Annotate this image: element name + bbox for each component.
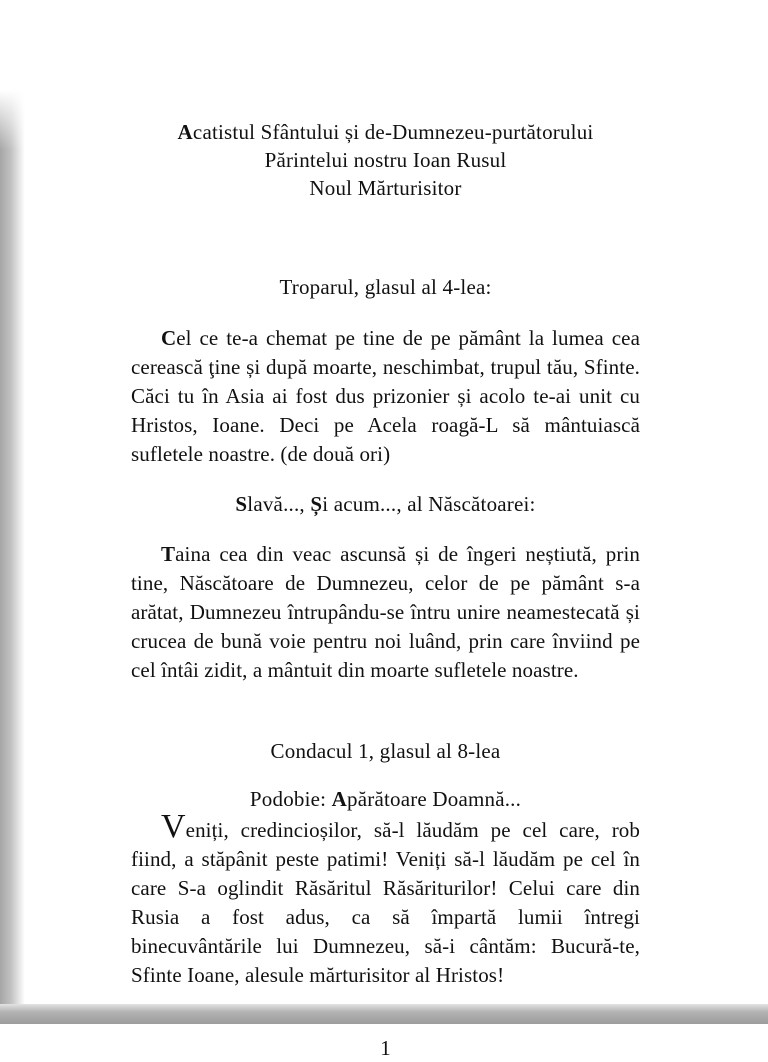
condacul-paragraph-text: eniți, credincioșilor, să-l lăudăm pe cel care, rob fiind, a stăpânit peste patimi! Veniți să-l lăudăm pe cel în care S-a oglindit Răsăritul Răsăriturilor! Celui care din Rusia a fost adus, ca să împartă lumii întregi binecuvântările lui Dumnezeu, să-i cântăm: Bucură-te, Sfinte Ioane, alesule mărturisitor al Hristos! <box>131 818 640 987</box>
podobie-text-2: părătoare Doamnă... <box>347 787 522 811</box>
troparul-heading: Troparul, glasul al 4-lea: <box>279 275 492 299</box>
slava-text-2: i acum..., al Născătoarei: <box>322 492 536 516</box>
condacul-paragraph <box>131 808 640 990</box>
troparul-paragraph-initial: C <box>161 326 177 350</box>
condacul-paragraph-initial: V <box>161 808 186 845</box>
slava-text-1: lavă..., <box>247 492 311 516</box>
podobie-initial: A <box>331 787 348 811</box>
slava-heading <box>131 490 640 518</box>
nascatoarei-paragraph-text: aina cea din veac ascunsă și de îngeri neștiută, prin tine, Născătoare de Dumnezeu, celor de pe pământ s-a arătat, Dumnezeu întrupându-se întru unire neamestecată și crucea de bună voie pentru noi luând, prin care înviind pe cel întâi zidit, a mântuit din moarte sufletele noastre. <box>131 542 640 682</box>
nascatoarei-paragraph-initial: T <box>161 542 176 566</box>
document-title <box>131 118 640 202</box>
troparul-paragraph <box>131 324 640 469</box>
podobie-heading <box>131 785 640 813</box>
slava-initial-1: S <box>235 492 248 516</box>
nascatoarei-paragraph <box>131 540 640 685</box>
page-number: 1 <box>380 1036 391 1060</box>
condacul-heading: Condacul 1, glasul al 8-lea <box>270 739 501 763</box>
title-line-1-text: catistul Sfântului și de-Dumnezeu-purtătorului <box>192 120 594 144</box>
podobie-text-1: Podobie: <box>249 787 332 811</box>
title-line-3: Noul Mărturisitor <box>309 176 462 200</box>
troparul-paragraph-text: el ce te-a chemat pe tine de pe pământ la lumea cea cerească ţine și după moarte, neschimbat, trupul tău, Sfinte. Căci tu în Asia ai fost dus prizonier și acolo te-ai unit cu Hristos, Ioane. Deci pe Acela roagă-L să mântuiască sufletele noastre. (de două ori) <box>131 326 640 466</box>
title-line-2: Părintelui nostru Ioan Rusul <box>264 148 507 172</box>
title-line-1 <box>131 118 640 146</box>
title-initial: A <box>177 120 193 144</box>
slava-initial-2: Ș <box>310 492 323 516</box>
